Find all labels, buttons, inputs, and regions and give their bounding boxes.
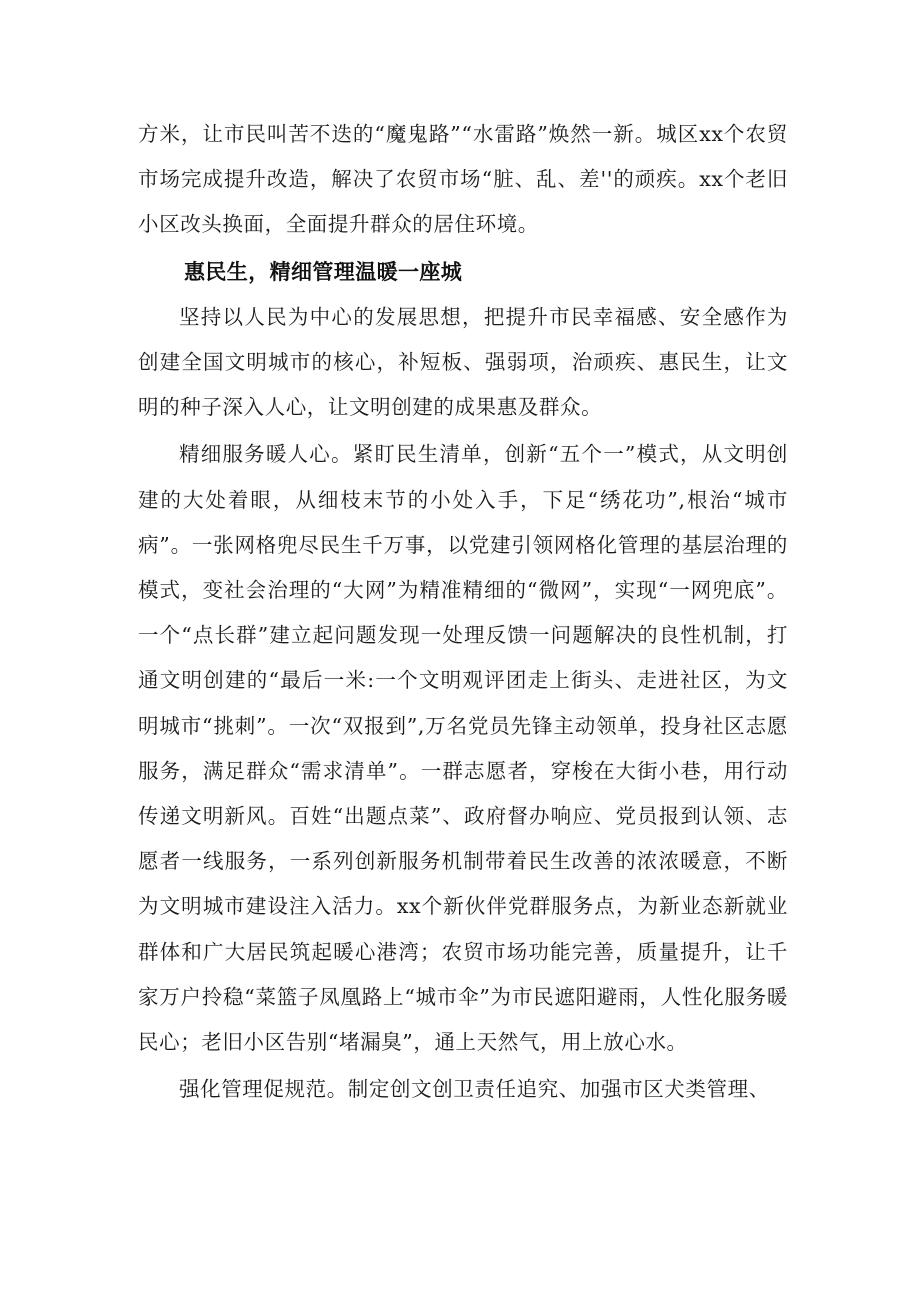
paragraph-continued: 方米，让市民叫苦不迭的“魔鬼路”“水雷路”焕然一新。城区xx个农贸市场完成提升改造，解决了农贸市场“脏、乱、差''的顽疾。xx个老旧小区改头换面，全面提升群众的居住环境。 [138, 122, 788, 237]
document-body [138, 112, 788, 1112]
paragraph-fine-service: 精细服务暖人心。紧盯民生清单，创新“五个一”模式，从文明创建的大处着眼，从细枝末节的小处入手，下足“绣花功”,根治“城市病”。一张网格兜尽民生千万事，以党建引领网格化管理的基层治理的模式，变社会治理的“大网”为精准精细的“微网”，实现“一网兜底”。一个“点长群”建立起问题发现一处理反馈一问题解决的良性机制，打通文明创建的“最后一米:一个文明观评团走上街头、走进社区，为文明城市“挑刺”。一次“双报到”,万名党员先锋主动领单，投身社区志愿服务，满足群众“需求清单”。一群志愿者，穿梭在大街小巷，用行动传递文明新风。百姓“出题点菜”、政府督办响应、党员报到认领、志愿者一线服务，一系列创新服务机制带着民生改善的浓浓暖意，不断为文明城市建设注入活力。xx个新伙伴党群服务点，为新业态新就业群体和广大居民筑起暖心港湾；农贸市场功能完善，质量提升，让千家万户拎稳“菜篮子凤凰路上“城市伞”为市民遮阳避雨，人性化服务暖民心；老旧小区告别“堵漏臭”，通上天然气，用上放心水。 [138, 442, 788, 1055]
paragraph-management: 强化管理促规范。制定创文创卫责任追究、加强市区犬类管理、 [179, 1077, 770, 1102]
section-heading: 惠民生，精细管理温暖一座城 [184, 259, 463, 284]
paragraph-intro: 坚持以人民为中心的发展思想，把提升市民幸福感、安全感作为创建全国文明城市的核心，补短板、强弱项，治顽疾、惠民生，让文明的种子深入人心，让文明创建的成果惠及群众。 [138, 304, 788, 420]
